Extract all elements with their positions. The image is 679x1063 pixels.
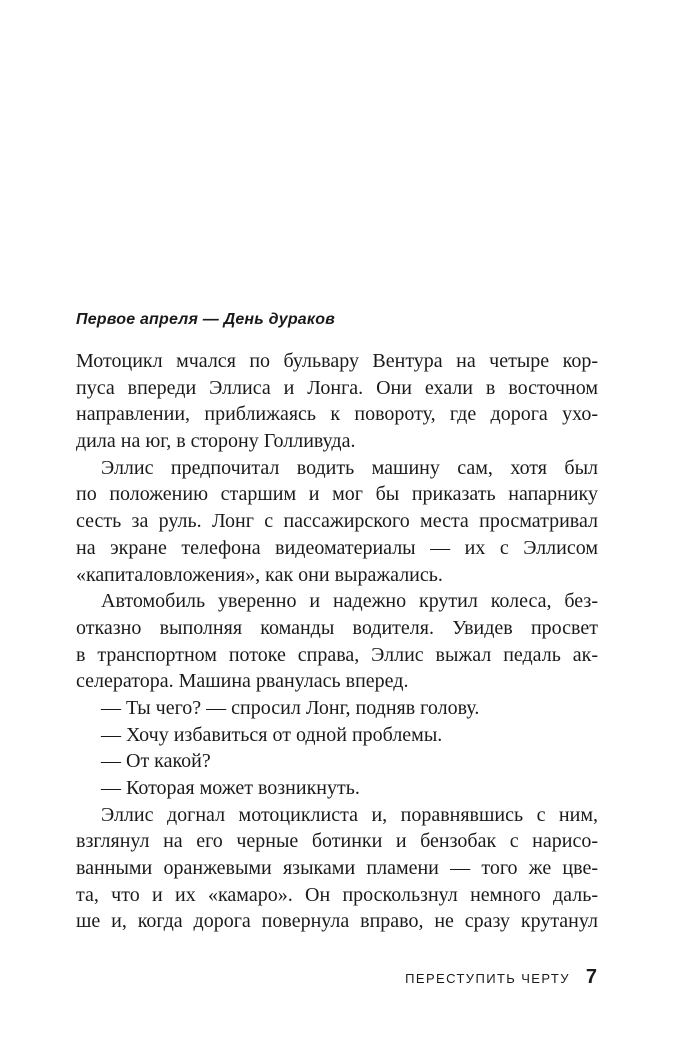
- text-line: взглянул на его черные ботинки и бензобак с нарисо-: [76, 830, 598, 853]
- text-line: ше и, когда дорога повернула вправо, не сразу крутанул: [76, 910, 598, 933]
- text-line: Эллис догнал мотоциклиста и, поравнявшись с ним,: [101, 803, 598, 826]
- text-line: та, что и их «камаро». Он проскользнул немного даль-: [76, 883, 598, 906]
- dialogue-line: — Ты чего? — спросил Лонг, подняв голову.: [101, 696, 480, 719]
- page-footer: [405, 966, 597, 989]
- dialogue-line: — Которая может возникнуть.: [101, 777, 360, 799]
- dialogue-line: — Хочу избавиться от одной проблемы.: [101, 723, 443, 746]
- text-line: Эллис предпочитал водить машину сам, хотя был: [101, 456, 598, 479]
- text-line: на экране телефона видеоматериалы — их с Эллисом: [76, 536, 598, 559]
- text-line: в транспортном потоке справа, Эллис выжал педаль ак-: [76, 643, 598, 666]
- body-text: [76, 348, 598, 935]
- text-line: сесть за руль. Лонг с пассажирского места просматривал: [76, 510, 598, 533]
- text-line: пуса впереди Эллиса и Лонга. Они ехали в восточном: [76, 376, 598, 399]
- text-line: Мотоцикл мчался по бульвару Вентура на четыре кор-: [76, 350, 598, 372]
- text-line: Автомобиль уверенно и надежно крутил колеса, без-: [101, 590, 598, 613]
- text-line: ванными оранжевыми языками пламени — того же цве-: [76, 857, 598, 880]
- page-number: 7: [585, 966, 597, 988]
- text-line: отказно выполняя команды водителя. Увидев просвет: [76, 616, 598, 639]
- dialogue-line: — От какой?: [101, 750, 211, 773]
- text-line: направлении, приближаясь к повороту, где дорога ухо-: [76, 403, 598, 426]
- running-title: ПЕРЕСТУПИТЬ ЧЕРТУ: [405, 971, 570, 986]
- chapter-title: Первое апреля — День дураков: [76, 311, 336, 328]
- text-line: по положению старшим и мог бы приказать напарнику: [76, 483, 598, 506]
- text-line: селератора. Машина рванулась вперед.: [76, 670, 409, 693]
- text-line: дила на юг, в сторону Голливуда.: [76, 430, 356, 453]
- text-line: «капиталовложения», как они выражались.: [76, 563, 443, 586]
